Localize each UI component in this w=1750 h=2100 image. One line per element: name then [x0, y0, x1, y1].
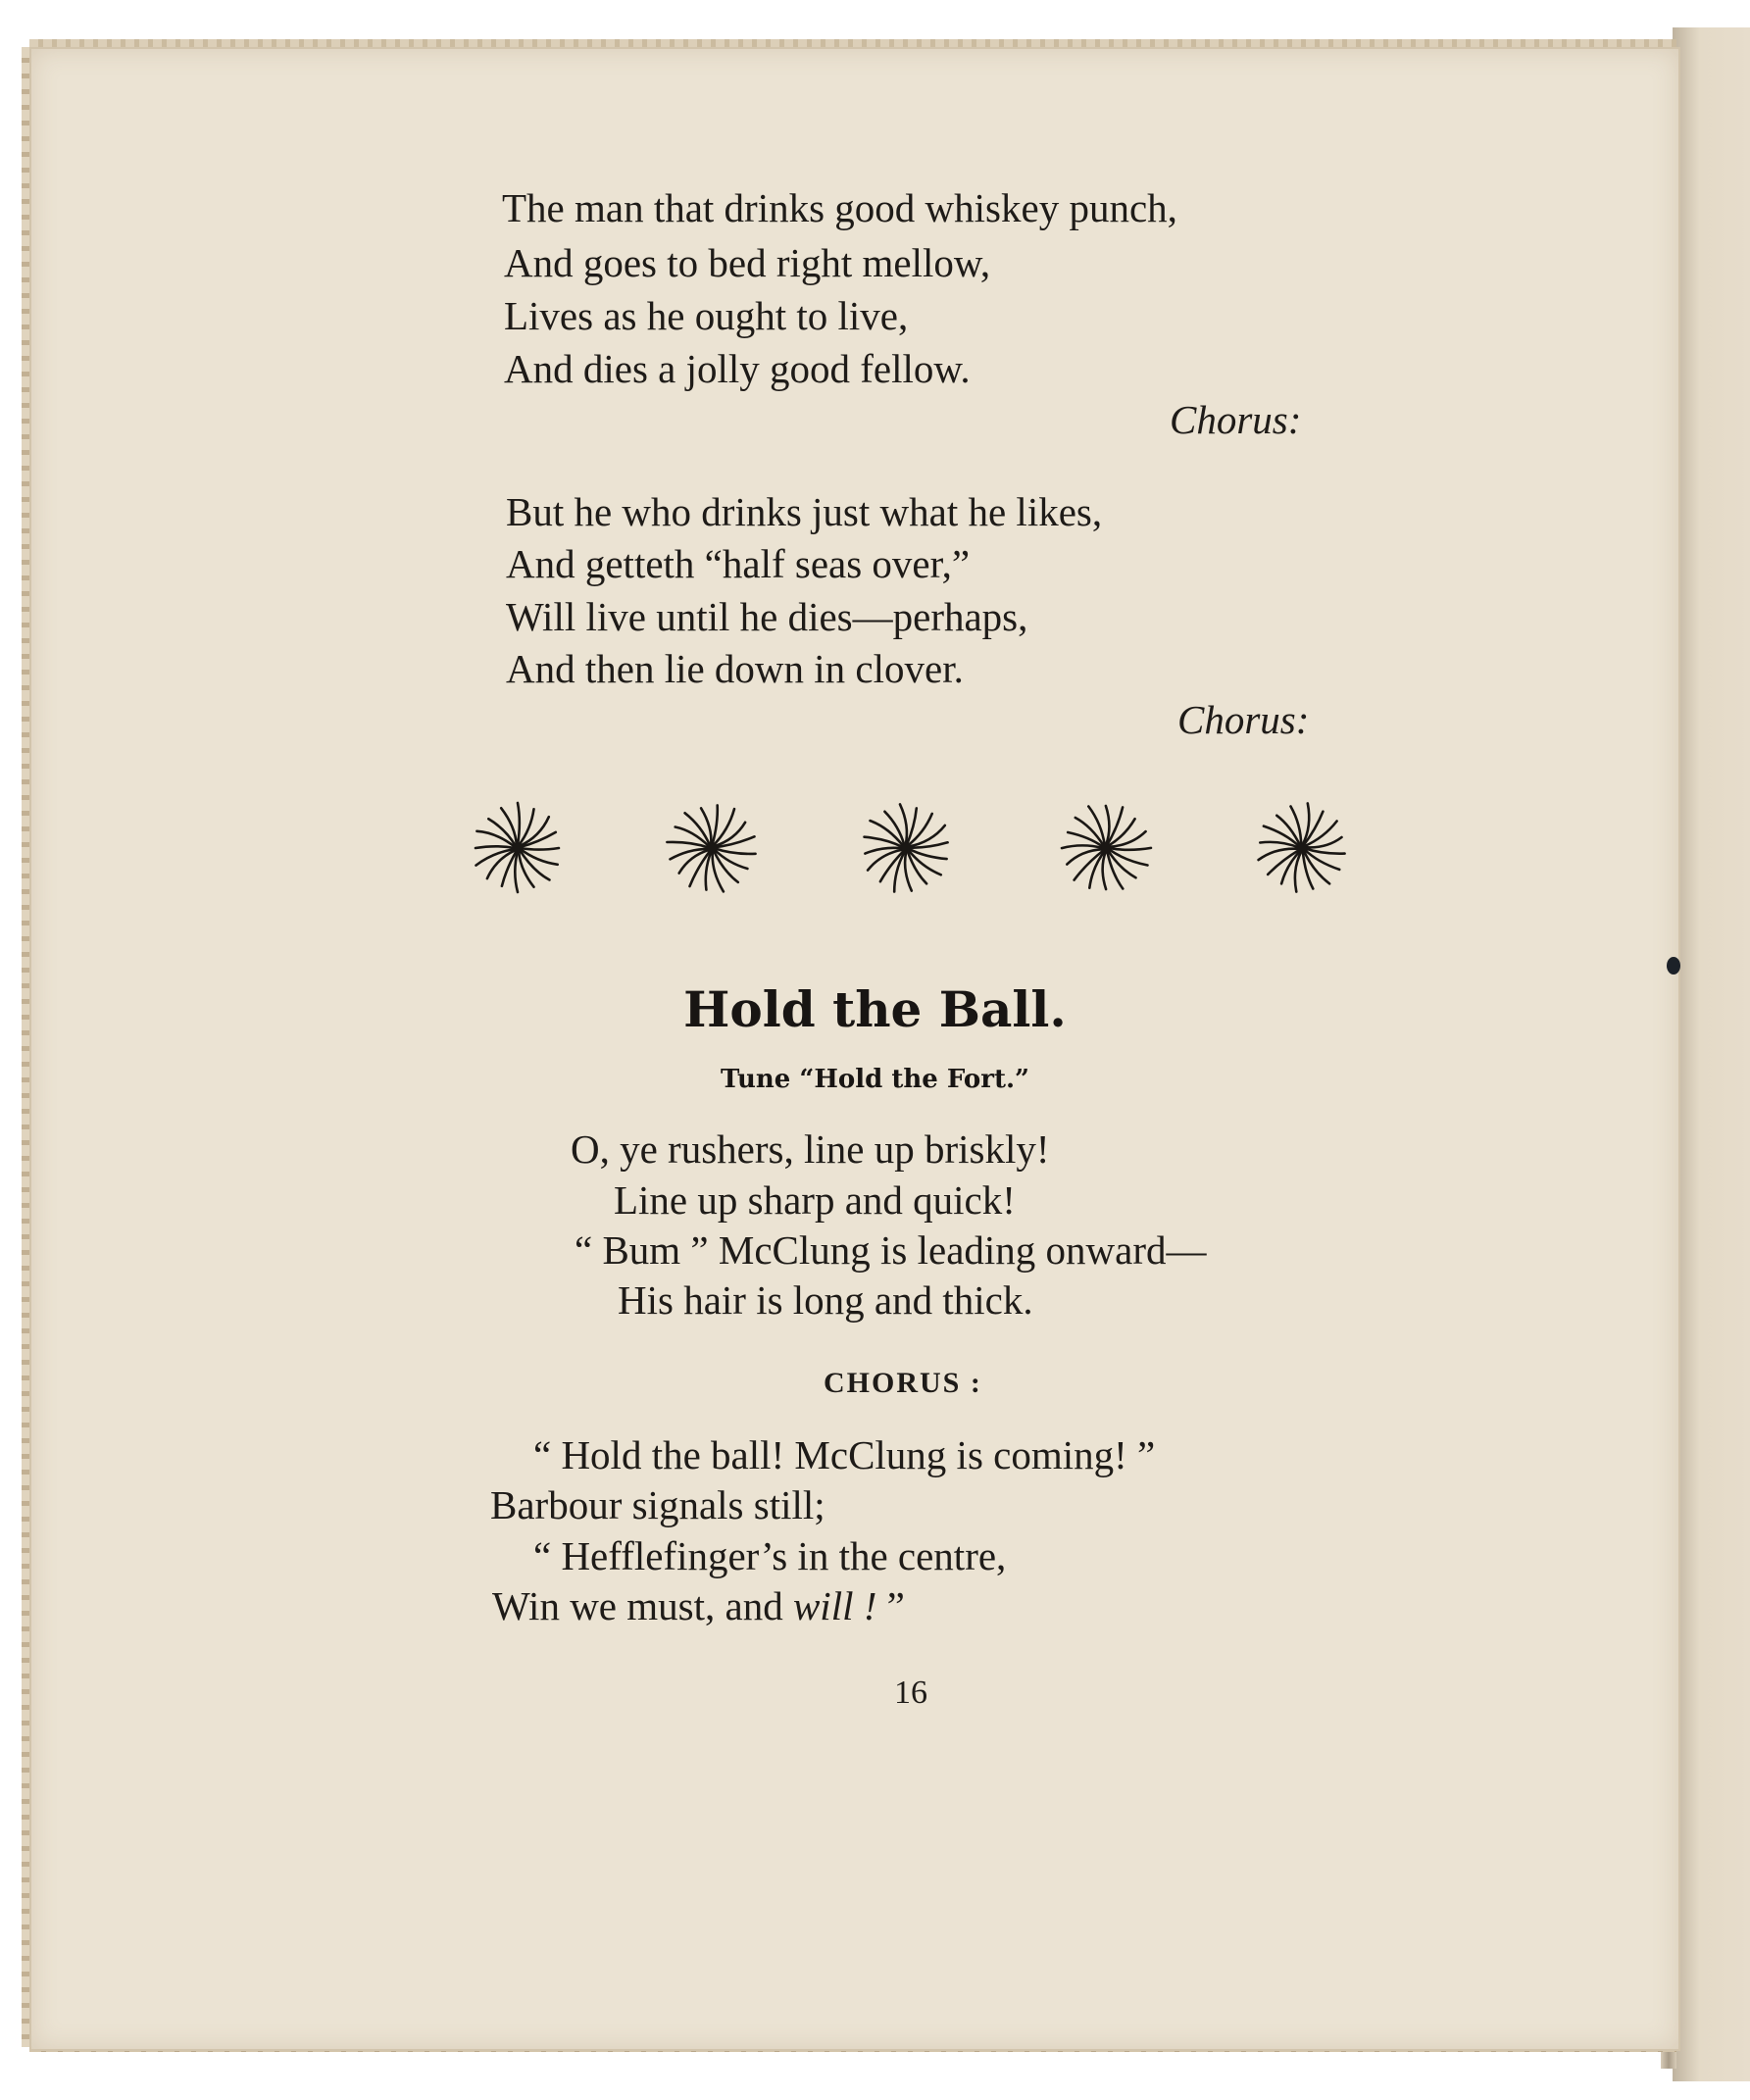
stanza-2-line-4: And then lie down in clover. — [506, 646, 964, 691]
starburst-ray — [521, 849, 558, 865]
chorus-label-2: Chorus: — [1177, 697, 1310, 742]
chorus-line-2: Barbour signals still; — [490, 1482, 825, 1527]
starburst-ray — [1109, 848, 1151, 850]
chorus-line-1: “ Hold the ball! McClung is coming! ” — [533, 1432, 1156, 1477]
starburst-ray — [475, 846, 515, 848]
verse-line-4: His hair is long and thick. — [618, 1277, 1033, 1323]
starburst-icon — [663, 799, 761, 897]
starburst-icon — [857, 799, 955, 897]
starburst-ray — [487, 850, 516, 878]
starburst-ray — [1108, 850, 1135, 877]
stanza-1-line-3: Lives as he ought to live, — [504, 293, 909, 338]
chorus-line-4-emphasis: will ! — [792, 1583, 877, 1628]
starburst-ray — [871, 821, 904, 846]
chorus-line-4 — [492, 1583, 905, 1628]
starburst-ray — [1075, 818, 1104, 846]
verse-line-1: O, ye rushers, line up briskly! — [571, 1126, 1050, 1172]
chorus-line-4-close-quote: ” — [876, 1583, 905, 1628]
starburst-center — [901, 843, 911, 853]
starburst-ray — [521, 848, 559, 850]
song-tune: Tune “Hold the Fort.” — [721, 1065, 1029, 1094]
starburst-center — [1297, 843, 1307, 853]
starburst-center — [707, 843, 717, 853]
starburst-ray — [1106, 806, 1110, 845]
chorus-heading: CHORUS : — [824, 1367, 982, 1399]
starburst-icon — [469, 799, 567, 897]
stanza-2-line-1: But he who drinks just what he likes, — [506, 489, 1103, 534]
starburst-center — [1101, 843, 1111, 853]
starburst-ray — [1260, 842, 1299, 848]
starburst-ray — [671, 849, 710, 860]
starburst-icon — [1057, 799, 1155, 897]
starburst-center — [513, 843, 523, 853]
song-title: Hold the Ball. — [683, 980, 1067, 1038]
chorus-label-1: Chorus: — [1170, 397, 1302, 442]
binding-stitch-hole — [1667, 957, 1680, 975]
starburst-ray — [1305, 848, 1345, 853]
verse-line-3: “ Bum ” McClung is leading onward— — [575, 1227, 1207, 1273]
starburst-ray — [518, 803, 520, 845]
stanza-2-line-3: Will live until he dies—perhaps, — [506, 594, 1028, 639]
facing-page-edge — [1673, 27, 1750, 2081]
chorus-line-3: “ Hefflefinger’s in the centre, — [533, 1533, 1007, 1578]
starburst-ray — [894, 851, 905, 892]
starburst-ray — [1062, 845, 1103, 848]
stanza-2-line-2: And getteth “half seas over,” — [506, 541, 971, 586]
verse-line-2: Line up sharp and quick! — [614, 1177, 1016, 1223]
page-number: 16 — [894, 1675, 927, 1711]
starburst-ray — [1109, 849, 1148, 865]
stanza-1-line-4: And dies a jolly good fellow. — [504, 346, 971, 391]
starburst-ray — [667, 842, 709, 848]
starburst-ray — [520, 850, 549, 879]
starburst-ray — [1103, 851, 1106, 889]
chorus-line-4-text: Win we must, and — [492, 1583, 783, 1628]
starburst-ray — [712, 805, 717, 845]
starburst-ray — [715, 848, 756, 854]
starburst-ray — [476, 831, 515, 847]
starburst-icon — [1253, 799, 1351, 897]
stanza-1-line-1: The man that drinks good whiskey punch, — [502, 185, 1177, 230]
starburst-ray — [515, 851, 518, 892]
stanza-1-line-2: And goes to bed right mellow, — [504, 240, 991, 285]
